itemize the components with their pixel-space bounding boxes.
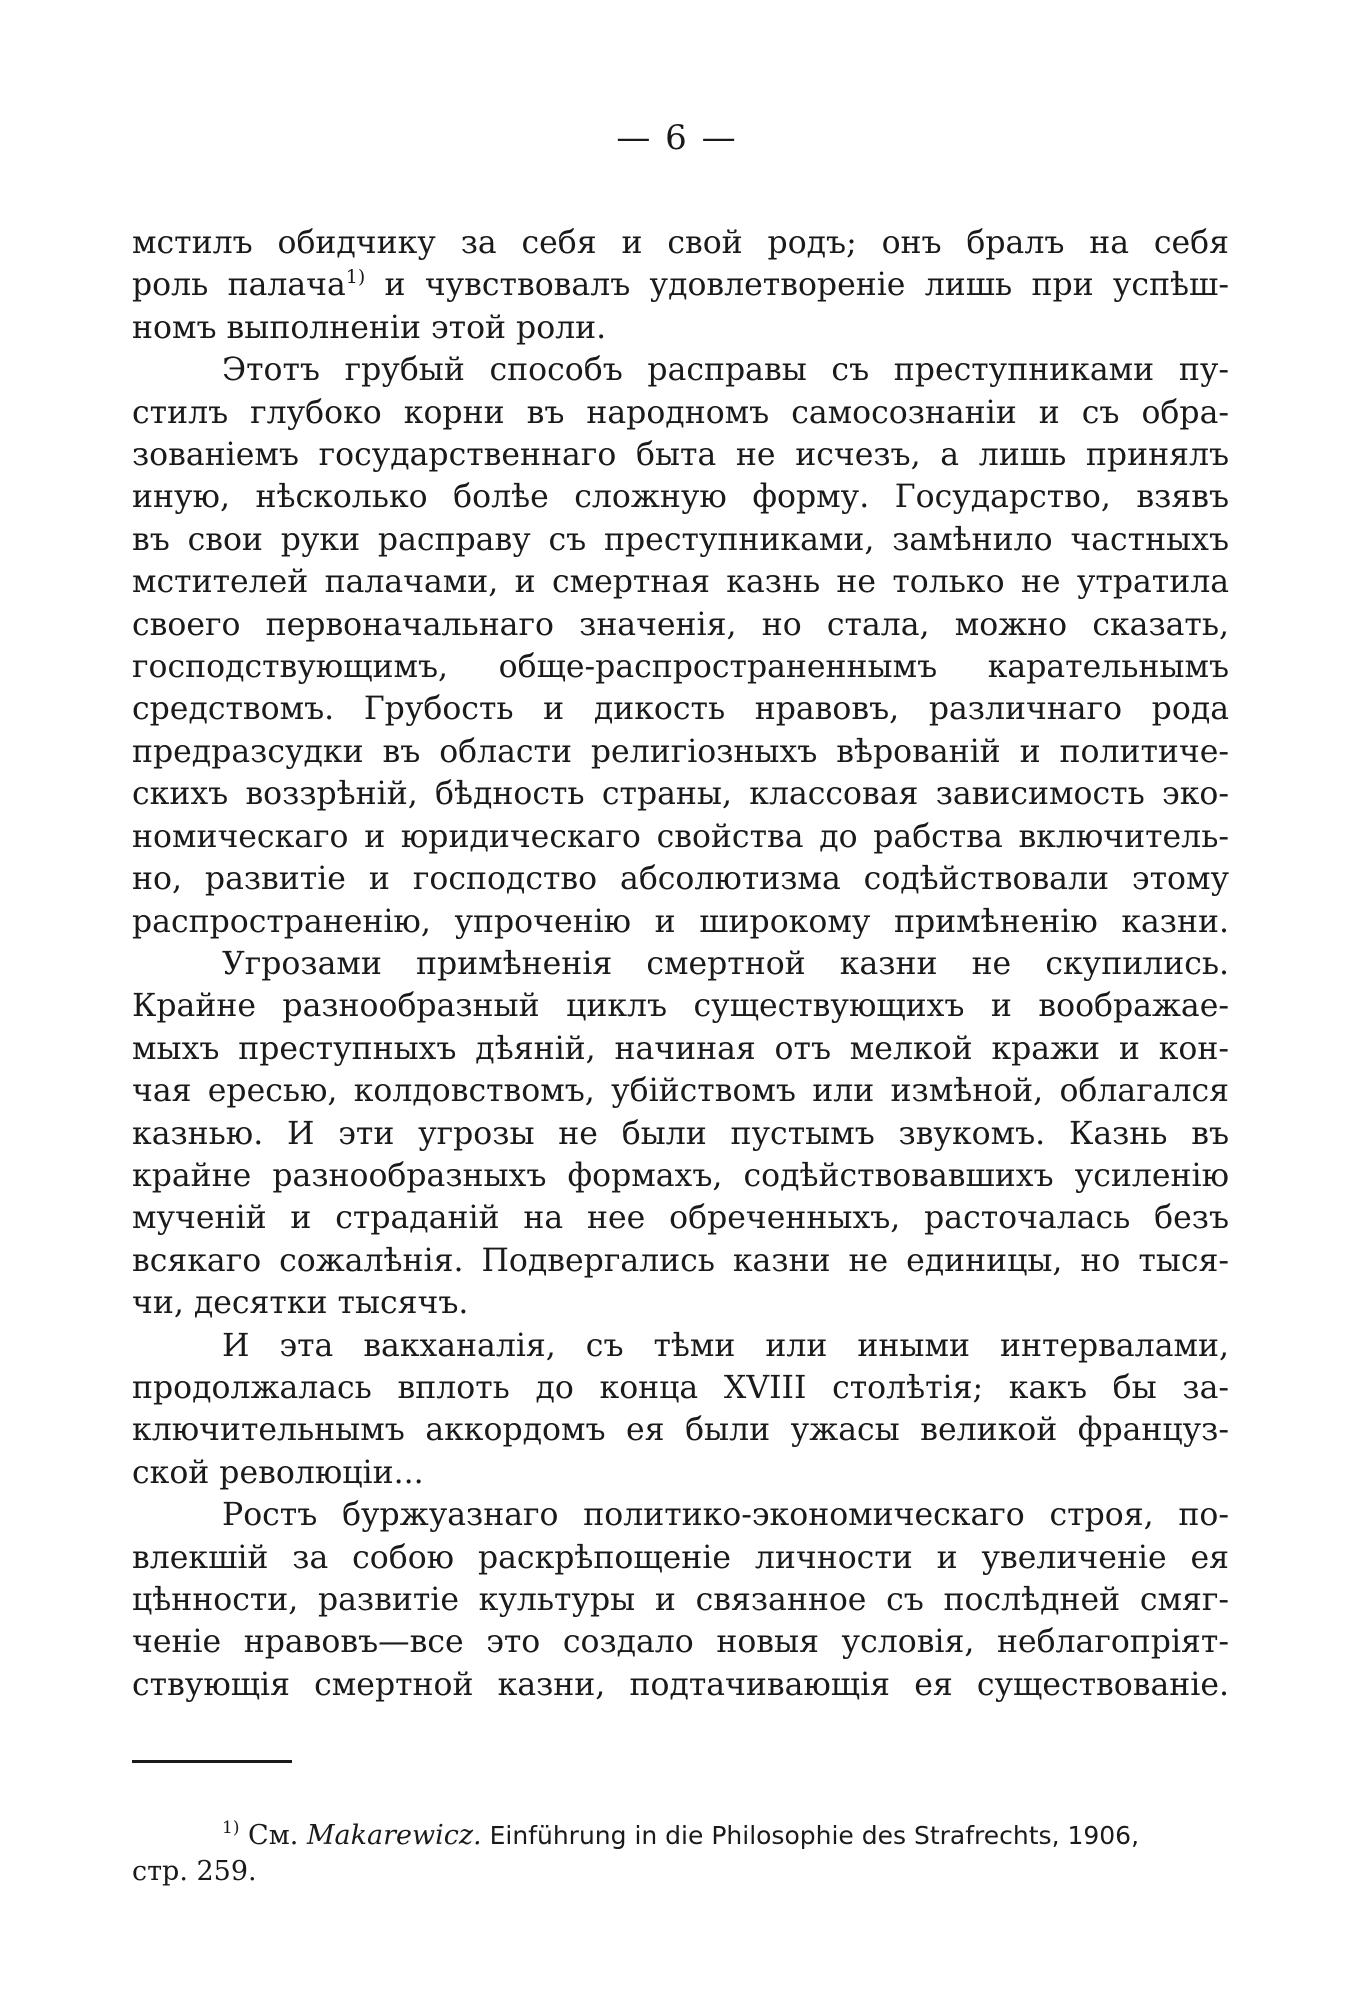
text-line: скихъ воззрѣній, бѣдность страны, классовая зависимость эко- xyxy=(132,776,1229,813)
text-line: Ростъ буржуазнаго политико-экономическаго строя, по- xyxy=(222,1497,1229,1534)
text-line: чая ересью, колдовствомъ, убійствомъ или измѣной, облагался xyxy=(132,1073,1229,1110)
text-line: средствомъ. Грубость и дикость нравовъ, различнаго рода xyxy=(132,691,1229,728)
text-line: мстителей палачами, и смертная казнь не только не утратила xyxy=(132,564,1229,601)
text-segment: роль палача xyxy=(132,267,346,304)
text-line: ключительнымъ аккордомъ ея были ужасы великой француз- xyxy=(132,1412,1229,1449)
footnote xyxy=(132,1818,1229,1890)
text-line: Этотъ грубый способъ расправы съ преступниками пу- xyxy=(222,352,1229,389)
text-line: мученій и страданій на нее обреченныхъ, расточалась безъ xyxy=(132,1200,1229,1237)
footnote-line: стр. 259. xyxy=(132,1856,257,1887)
footnote-prefix: См. xyxy=(239,1820,307,1851)
text-line: своего первоначальнаго значенія, но стала, можно сказать, xyxy=(132,606,1229,643)
paragraph-5 xyxy=(132,1494,1229,1706)
text-line: ской революціи... xyxy=(132,1454,424,1491)
text-line: продолжалась вплоть до конца XVIII столѣтія; какъ бы за- xyxy=(132,1369,1229,1406)
footnote-title: Einführung in die Philosophie des Strafrechts, 1906, xyxy=(481,1821,1140,1850)
paragraph-3 xyxy=(132,943,1229,1325)
text-line: мыхъ преступныхъ дѣяній, начиная отъ мелкой кражи и кон- xyxy=(132,1030,1229,1067)
text-line: влекшій за собою раскрѣпощеніе личности и увеличеніе ея xyxy=(132,1539,1229,1576)
page-number: — 6 — xyxy=(616,118,738,158)
text-line: И эта вакханалія, съ тѣми или иными интервалами, xyxy=(222,1327,1229,1364)
text-line: стилъ глубоко корни въ народномъ самосознаніи и съ обра- xyxy=(132,394,1229,431)
text-line: иную, нѣсколько болѣе сложную форму. Государство, взявъ xyxy=(132,479,1229,516)
text-line: ствующія смертной казни, подтачивающія ея существованіе. xyxy=(132,1666,1229,1703)
footnote-mark: 1) xyxy=(222,1818,240,1838)
text-line: зованіемъ государственнаго быта не исчезъ, а лишь принялъ xyxy=(132,437,1229,474)
text-segment: и чувствовалъ удовлетвореніе лишь при успѣш- xyxy=(365,267,1229,304)
body-text xyxy=(132,222,1229,1706)
text-line: распространенію, упроченію и широкому примѣненію казни. xyxy=(132,903,1229,940)
text-line: господствующимъ, обще-распространеннымъ карательнымъ xyxy=(132,649,1229,686)
paragraph-2 xyxy=(132,349,1229,943)
footnote-divider xyxy=(132,1760,292,1763)
text-line: крайне разнообразныхъ формахъ, содѣйствовавшихъ усиленію xyxy=(132,1157,1229,1194)
text-line: номическаго и юридическаго свойства до рабства включитель- xyxy=(132,818,1229,855)
paragraph-1 xyxy=(132,222,1229,349)
text-line: цѣнности, развитіе культуры и связанное съ послѣдней смяг- xyxy=(132,1582,1229,1618)
text-line: предразсудки въ области религіозныхъ вѣрованій и политиче- xyxy=(132,733,1229,770)
text-line: мстилъ обидчику за себя и свой родъ; онъ бралъ на себя xyxy=(132,225,1229,261)
footnote-reference: 1) xyxy=(345,266,366,289)
text-line: казнью. И эти угрозы не были пустымъ звукомъ. Казнь въ xyxy=(132,1115,1229,1152)
text-line: Угрозами примѣненія смертной казни не скупились. xyxy=(222,945,1229,982)
text-line: но, развитіе и господство абсолютизма содѣйствовали этому xyxy=(132,861,1229,898)
text-line: ченіе нравовъ—все это создало новыя условія, неблагопріят- xyxy=(132,1624,1229,1661)
text-line: въ свои руки расправу съ преступниками, замѣнило частныхъ xyxy=(132,521,1229,558)
paragraph-4 xyxy=(132,1325,1229,1495)
text-line: чи, десятки тысячъ. xyxy=(132,1285,469,1322)
text-line xyxy=(132,264,1229,306)
text-line: Крайне разнообразный циклъ существующихъ и воображае- xyxy=(132,988,1229,1025)
text-line: номъ выполненіи этой роли. xyxy=(132,309,607,346)
footnote-line xyxy=(132,1818,1229,1854)
footnote-author: Makarewicz. xyxy=(306,1820,482,1851)
text-line: всякаго сожалѣнія. Подвергались казни не единицы, но тыся- xyxy=(132,1242,1229,1279)
